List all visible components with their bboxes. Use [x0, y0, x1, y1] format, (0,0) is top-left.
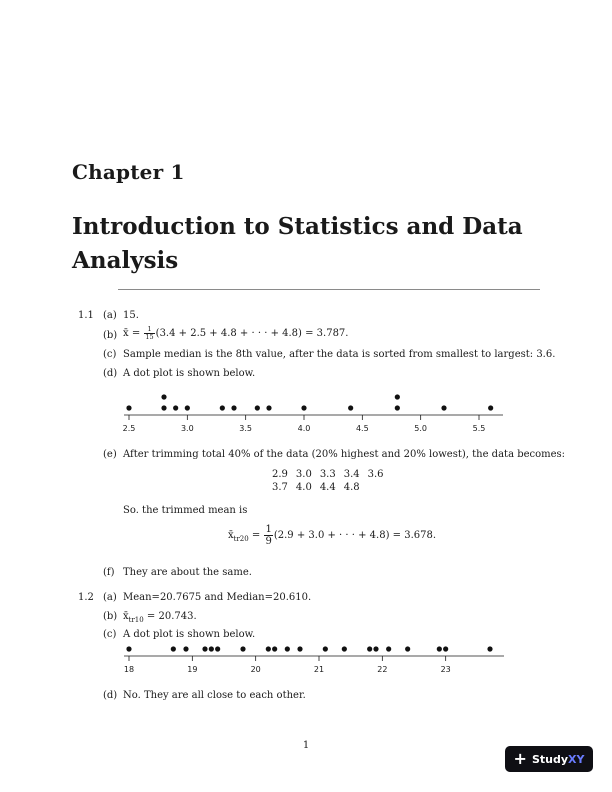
- fraction: $\frac{1}{15}$: [145, 325, 154, 341]
- tick-label: 18: [123, 665, 135, 674]
- data-point: [342, 646, 347, 651]
- data-point: [183, 646, 188, 651]
- chapter-label: Chapter 1: [72, 160, 185, 184]
- data-point: [487, 646, 492, 651]
- data-point: [126, 646, 131, 651]
- trimmed-mean-equation: [228, 524, 436, 547]
- trimmed-mean-expression: (2.9 + 3.0 + · · · + 4.8) = 3.678.: [273, 530, 437, 541]
- dot-plot-1: [110, 380, 520, 438]
- data-point: [231, 405, 236, 410]
- data-point: [255, 405, 260, 410]
- subscript: tr10: [128, 616, 144, 624]
- page-number: 1: [302, 740, 310, 751]
- tick-label: 2.5: [122, 424, 136, 433]
- part-label: (f): [103, 567, 115, 578]
- data-point: [437, 646, 442, 651]
- answer-text: They are about the same.: [123, 567, 252, 578]
- answer-value: = 20.743.: [146, 611, 197, 622]
- table-cell: [364, 481, 388, 494]
- tick-label: 21: [313, 665, 325, 674]
- tick-label: 20: [250, 665, 261, 674]
- problem-number: 1.1: [78, 310, 94, 321]
- tick-label: 5.0: [414, 424, 428, 433]
- mean-equation: [123, 326, 348, 341]
- data-point: [488, 405, 493, 410]
- data-point: [297, 646, 302, 651]
- fraction: $\frac{1}{9}$: [265, 524, 272, 547]
- answer-text: A dot plot is shown below.: [123, 629, 256, 640]
- table-cell: 3.0: [295, 469, 312, 480]
- table-cell: 3.3: [319, 469, 336, 480]
- xbar-symbol: x̄: [228, 530, 234, 541]
- tick-label: 3.0: [180, 424, 194, 433]
- table-cell: 4.4: [319, 482, 336, 493]
- chapter-title: Introduction to Statistics and Data Analysis: [72, 213, 523, 274]
- data-point: [373, 646, 378, 651]
- trimmed-data-table: [268, 468, 388, 494]
- part-label: (b): [103, 330, 118, 341]
- data-point: [202, 646, 207, 651]
- title-rule: [118, 289, 540, 290]
- equals-sign: =: [251, 530, 261, 541]
- data-point: [395, 394, 400, 399]
- problem-number: 1.2: [78, 592, 94, 603]
- answer-text: No. They are all close to each other.: [123, 690, 306, 701]
- table-cell: 3.7: [272, 482, 288, 493]
- data-point: [323, 646, 328, 651]
- data-point: [272, 646, 277, 651]
- data-point: [301, 405, 306, 410]
- part-label: (b): [103, 611, 118, 622]
- tick-label: 3.5: [239, 424, 253, 433]
- data-point: [443, 646, 448, 651]
- table-cell: 3.6: [367, 469, 384, 480]
- table-row: [268, 468, 388, 481]
- data-point: [441, 405, 446, 410]
- studyxy-badge[interactable]: [505, 746, 593, 772]
- part-label: (c): [103, 349, 117, 360]
- answer-text: So. the trimmed mean is: [123, 505, 248, 516]
- data-point: [266, 646, 271, 651]
- answer-text: 15.: [123, 310, 139, 321]
- data-point: [348, 405, 353, 410]
- data-point: [209, 646, 214, 651]
- data-point: [173, 405, 178, 410]
- data-point: [185, 405, 190, 410]
- tick-label: 5.5: [472, 424, 486, 433]
- answer-text: Sample median is the 8th value, after the data is sorted from smallest to largest: 3.6.: [123, 349, 556, 360]
- part-label: (d): [103, 368, 118, 379]
- data-point: [161, 405, 166, 410]
- tick-label: 4.5: [355, 424, 369, 433]
- answer-text: A dot plot is shown below.: [123, 368, 256, 379]
- tick-label: 22: [377, 665, 388, 674]
- trimmed-mean-text: [123, 611, 197, 626]
- answer-text: Mean=20.7675 and Median=20.610.: [123, 592, 312, 603]
- subscript: tr20: [233, 535, 249, 543]
- data-point: [240, 646, 245, 651]
- tick-label: 23: [440, 665, 451, 674]
- brand-logo: StudyXY: [531, 752, 585, 766]
- data-point: [285, 646, 290, 651]
- table-cell: 2.9: [272, 469, 288, 480]
- data-point: [220, 405, 225, 410]
- part-label: (e): [103, 449, 117, 460]
- plus-icon: +: [513, 749, 527, 768]
- data-point: [395, 405, 400, 410]
- table-cell: 3.4: [343, 469, 360, 480]
- data-point: [126, 405, 131, 410]
- table-cell: 4.8: [343, 482, 360, 493]
- data-point: [161, 394, 166, 399]
- data-point: [367, 646, 372, 651]
- table-cell: 4.0: [295, 482, 312, 493]
- data-point: [215, 646, 220, 651]
- answer-text: After trimming total 40% of the data (20% highest and 20% lowest), the data becomes:: [123, 449, 566, 460]
- part-label: (a): [103, 310, 117, 321]
- data-point: [405, 646, 410, 651]
- mean-prefix: x̄ =: [123, 328, 141, 339]
- data-point: [266, 405, 271, 410]
- mean-expression: (3.4 + 2.5 + 4.8 + · · · + 4.8) = 3.787.: [155, 328, 349, 339]
- part-label: (d): [103, 690, 118, 701]
- part-label: (a): [103, 592, 117, 603]
- xbar-symbol: x̄: [123, 611, 129, 622]
- tick-label: 19: [187, 665, 198, 674]
- part-label: (c): [103, 629, 117, 640]
- dot-plot-2: [110, 639, 520, 677]
- table-row: [268, 481, 388, 494]
- data-point: [171, 646, 176, 651]
- tick-label: 4.0: [297, 424, 311, 433]
- data-point: [386, 646, 391, 651]
